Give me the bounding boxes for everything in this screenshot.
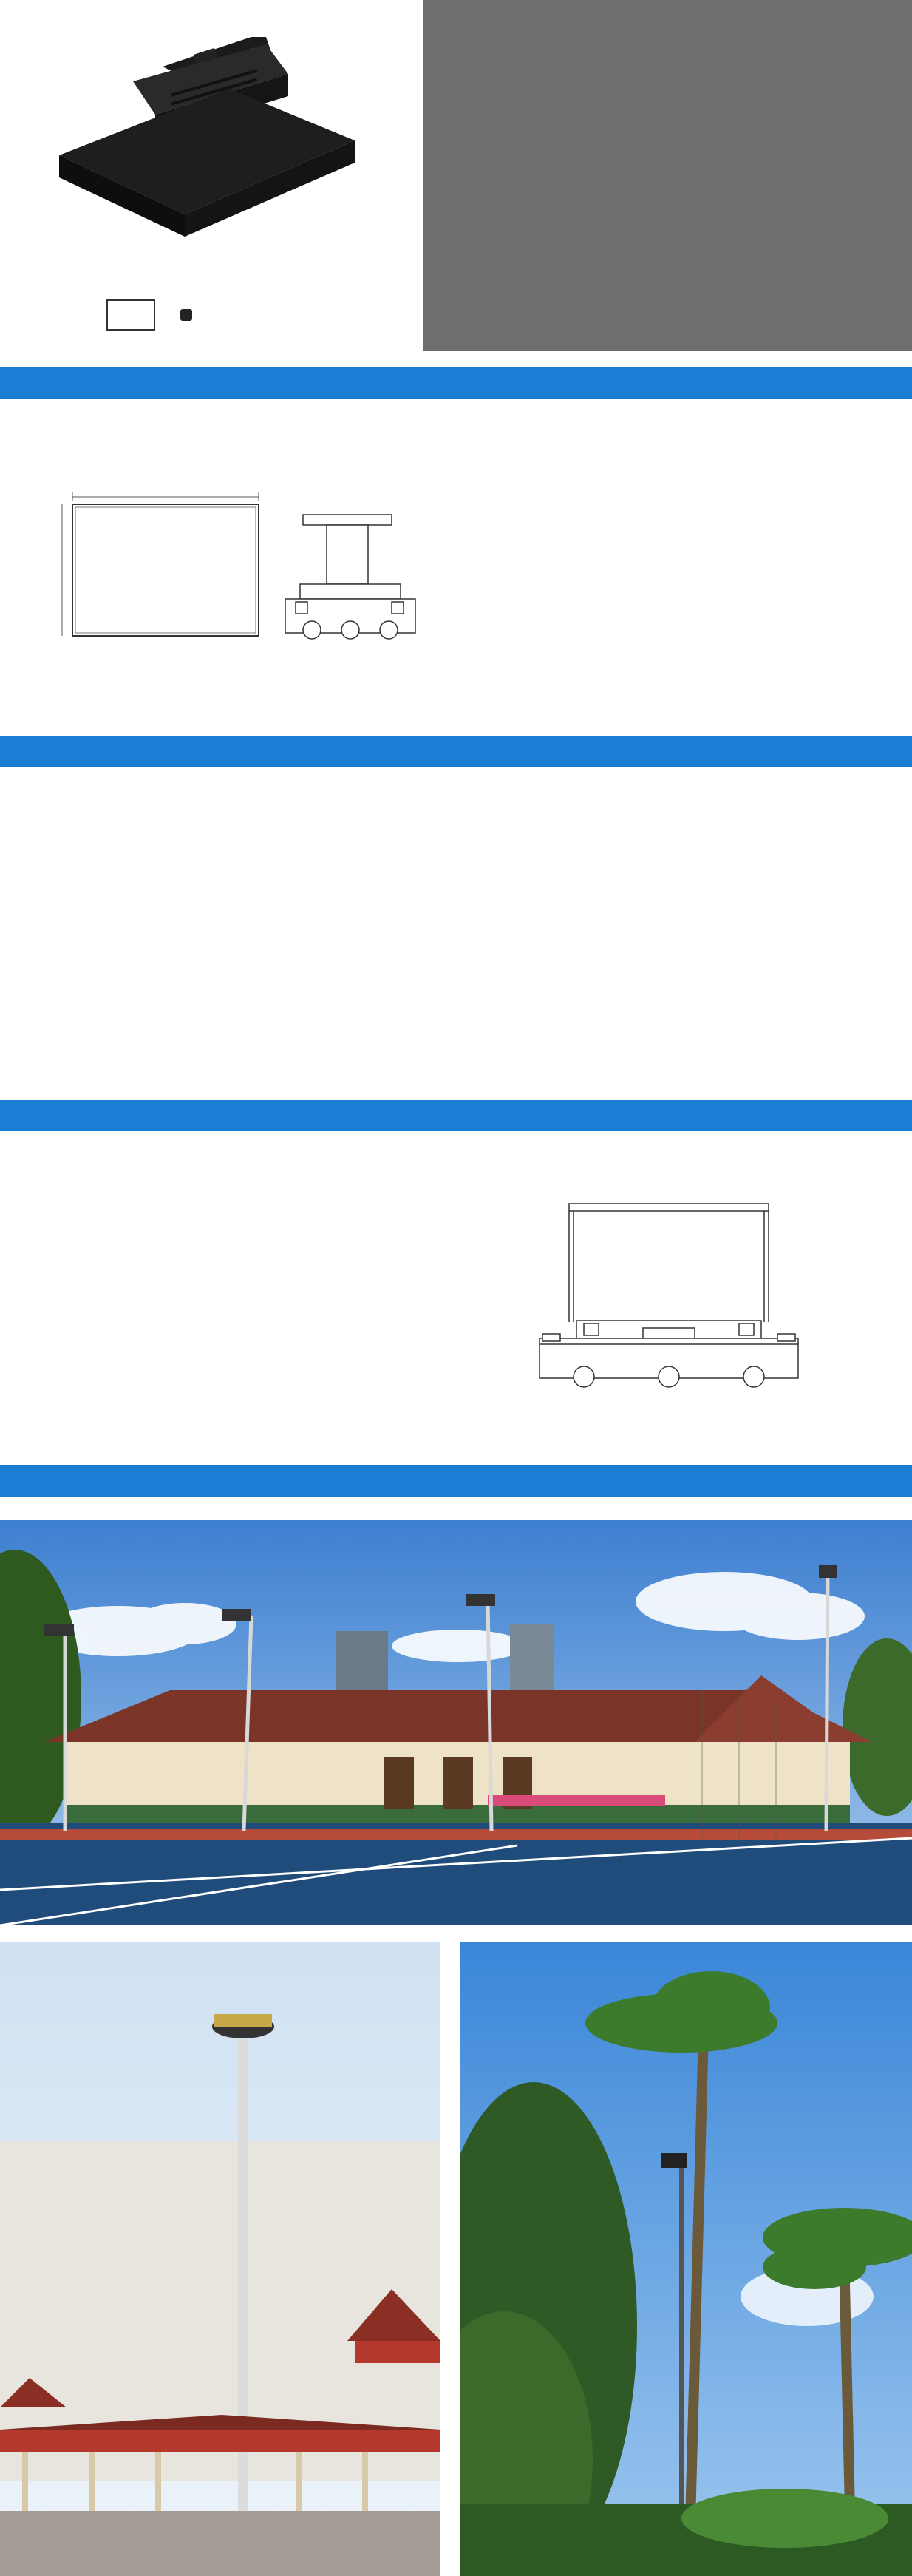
product-parameter-section bbox=[0, 399, 912, 717]
section-bar-project-case bbox=[0, 1465, 912, 1497]
certification-row bbox=[81, 299, 217, 331]
polar-chart-120 bbox=[287, 855, 405, 988]
photoelectricity-section bbox=[0, 767, 912, 1085]
section-bar-install bbox=[0, 1100, 912, 1131]
illuminance-cone-chart bbox=[473, 806, 902, 1102]
tennis-court-photo bbox=[0, 1520, 912, 1925]
flood-light-product-image bbox=[44, 22, 370, 266]
section-bar-product-parameter bbox=[0, 367, 912, 399]
palm-park-photo bbox=[460, 1942, 912, 2576]
rohs-badge-icon bbox=[106, 299, 155, 331]
hero-section bbox=[0, 0, 912, 351]
ip65-badge bbox=[180, 309, 192, 321]
install-section bbox=[0, 1131, 912, 1442]
feature-panel bbox=[423, 0, 912, 351]
section-bar-photoelectricity bbox=[0, 736, 912, 767]
high-mast-photo bbox=[0, 1942, 440, 2576]
dimension-drawing bbox=[22, 473, 436, 665]
polar-chart-60 bbox=[21, 855, 139, 988]
install-drawing bbox=[532, 1196, 828, 1396]
polar-chart-90 bbox=[154, 855, 272, 988]
